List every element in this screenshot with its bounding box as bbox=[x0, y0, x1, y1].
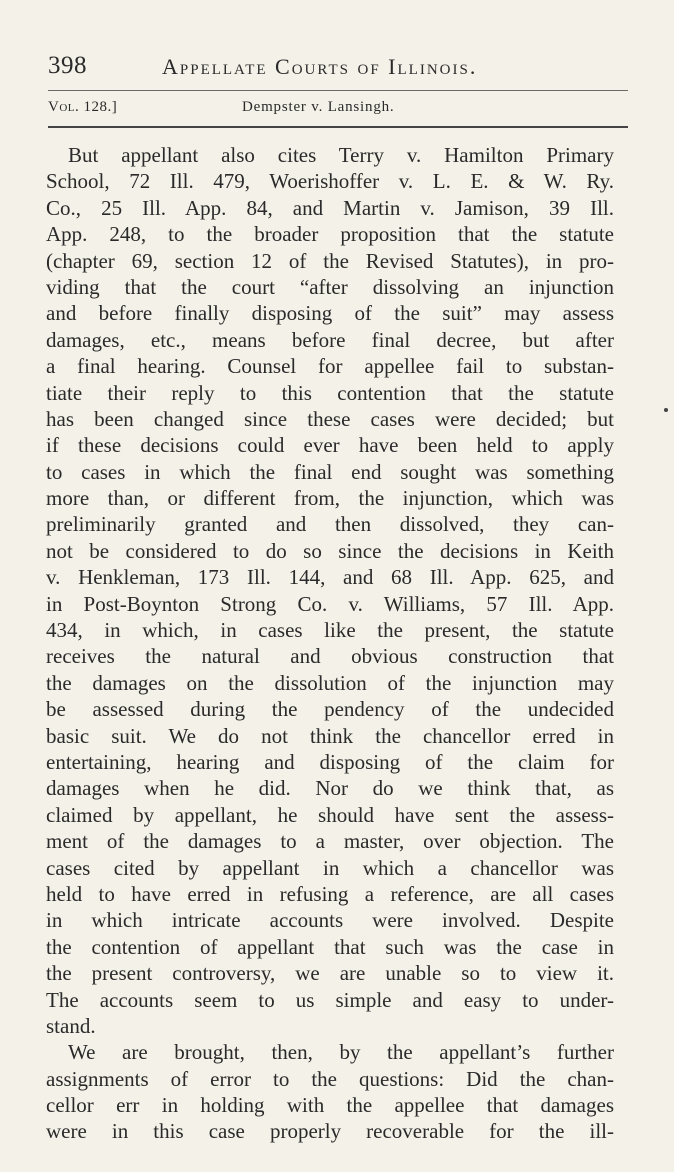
text-line: receives the natural and obvious construction that bbox=[46, 644, 614, 669]
body-text bbox=[46, 142, 614, 1145]
text-line: has been changed since these cases were decided; but bbox=[46, 406, 614, 431]
text-line: the contention of appellant that such was the case in bbox=[46, 934, 614, 959]
case-subhead bbox=[48, 96, 628, 120]
text-line: tiate their reply to this contention that the statute bbox=[46, 380, 614, 405]
text-line: assignments of error to the questions: Did the chan- bbox=[46, 1066, 614, 1091]
text-line: 434, in which, in cases like the present, the statute bbox=[46, 618, 614, 643]
text-line: and before finally disposing of the suit” may assess bbox=[46, 301, 614, 326]
running-head bbox=[48, 52, 628, 86]
text-line: (chapter 69, section 12 of the Revised Statutes), in pro- bbox=[46, 248, 614, 273]
text-line: cellor err in holding with the appellee that damages bbox=[46, 1093, 614, 1118]
text-line: But appellant also cites Terry v. Hamilton Primary bbox=[68, 143, 614, 167]
journal-title: Appellate Courts of Illinois. bbox=[162, 54, 478, 79]
text-line: Co., 25 Ill. App. 84, and Martin v. Jamison, 39 Ill. bbox=[46, 195, 614, 220]
text-line: damages, etc., means before final decree, but after bbox=[46, 327, 614, 352]
text-line: viding that the court “after dissolving an injunction bbox=[46, 274, 614, 299]
text-line: damages when he did. Nor do we think that, as bbox=[46, 776, 614, 801]
text-line: entertaining, hearing and disposing of the claim for bbox=[46, 749, 614, 774]
text-line: if these decisions could ever have been held to apply bbox=[46, 433, 614, 458]
text-line: not be considered to do so since the decisions in Keith bbox=[46, 538, 614, 563]
volume-label: Vol. 128.] bbox=[48, 99, 118, 115]
text-line: the present controversy, we are unable so to view it. bbox=[46, 961, 614, 986]
text-line: cases cited by appellant in which a chancellor was bbox=[46, 855, 614, 880]
text-line: v. Henkleman, 173 Ill. 144, and 68 Ill. App. 625, and bbox=[46, 565, 614, 590]
text-line: a final hearing. Counsel for appellee fail to substan- bbox=[46, 354, 614, 379]
page-number: 398 bbox=[48, 52, 87, 79]
text-line: The accounts seem to us simple and easy to under- bbox=[46, 987, 614, 1012]
text-line: held to have erred in refusing a reference, are all cases bbox=[46, 881, 614, 906]
text-line: basic suit. We do not think the chancellor erred in bbox=[46, 723, 614, 748]
text-line: stand. bbox=[46, 1013, 96, 1038]
text-line: more than, or different from, the injunction, which was bbox=[46, 486, 614, 511]
header-rule bbox=[48, 90, 628, 91]
text-line: in Post-Boynton Strong Co. v. Williams, 57 Ill. App. bbox=[46, 591, 614, 616]
ink-speck bbox=[664, 408, 668, 412]
case-name: Dempster v. Lansingh. bbox=[242, 99, 395, 115]
text-line: preliminarily granted and then dissolved, they can- bbox=[46, 512, 614, 537]
text-line: claimed by appellant, he should have sent the assess- bbox=[46, 802, 614, 827]
text-line: App. 248, to the broader proposition that the statute bbox=[46, 222, 614, 247]
text-line: be assessed during the pendency of the undecided bbox=[46, 697, 614, 722]
text-line: the damages on the dissolution of the injunction may bbox=[46, 670, 614, 695]
text-line: to cases in which the final end sought was something bbox=[46, 459, 614, 484]
text-line: in which intricate accounts were involved. Despite bbox=[46, 908, 614, 933]
text-line: were in this case properly recoverable for the ill- bbox=[46, 1119, 614, 1144]
text-line: We are brought, then, by the appellant’s further bbox=[68, 1040, 614, 1065]
text-line: ment of the damages to a master, over objection. The bbox=[46, 829, 614, 854]
text-line: School, 72 Ill. 479, Woerishoffer v. L. E. & W. Ry. bbox=[46, 169, 614, 194]
subhead-rule bbox=[48, 126, 628, 128]
